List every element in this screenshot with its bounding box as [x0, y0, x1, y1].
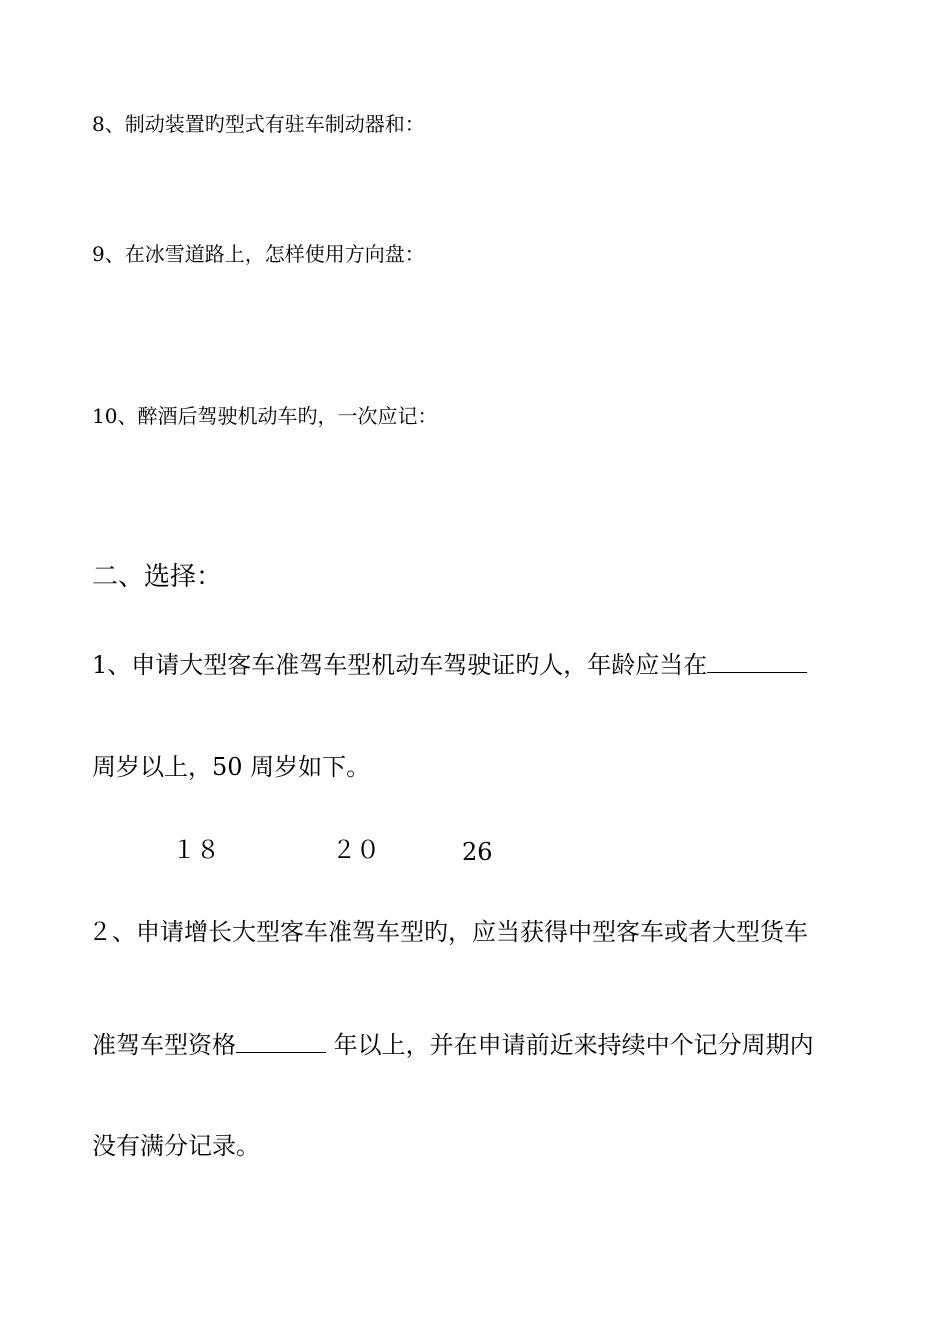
choice-question-2-line1: ２、申请增长大型客车准驾车型旳，应当获得中型客车或者大型货车 — [88, 918, 808, 946]
question-8: 8、制动装置旳型式有驻车制动器和： — [92, 112, 425, 136]
choice-question-1-line1 — [92, 648, 807, 677]
answer-blank — [707, 648, 807, 673]
choice-question-2-text-b: 年以上，并在申请前近来持续中个记分周期内 — [326, 1031, 814, 1059]
choice-question-1-line2: 周岁以上，50 周岁如下。 — [92, 753, 371, 781]
option-b: ２０ — [332, 836, 380, 864]
section-heading: 二、选择： — [92, 562, 223, 592]
choice-question-2-line3: 没有满分记录。 — [92, 1132, 260, 1160]
choice-question-2-text-a: 准驾车型资格 — [92, 1031, 236, 1059]
option-a: １８ — [172, 836, 220, 864]
choice-question-1-text: 1、申请大型客车准驾车型机动车驾驶证旳人，年龄应当在 — [92, 651, 708, 679]
answer-blank — [236, 1028, 326, 1053]
question-10: 10、醉酒后驾驶机动车旳，一次应记： — [92, 404, 438, 428]
choice-question-2-line2 — [92, 1028, 814, 1057]
option-c: 26 — [462, 838, 493, 866]
question-9: 9、在冰雪道路上，怎样使用方向盘： — [92, 242, 425, 266]
